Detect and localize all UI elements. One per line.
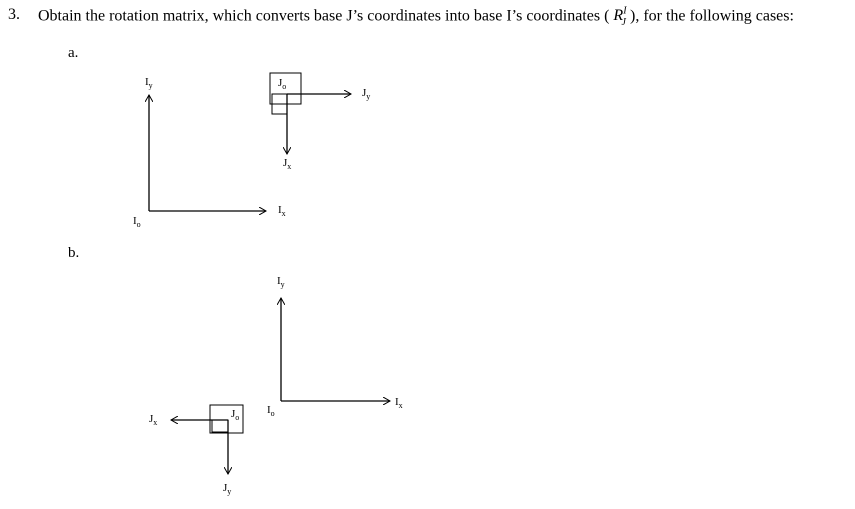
question-text-after: ), for the following cases: [629,7,794,25]
case-a-jo-label: $J_o$ [278,77,287,92]
case-a-io-label: $I_o$ [133,215,141,230]
case-b-iy-label: $I_y$ [277,275,285,290]
case-b-jy-label: $J_y$ [223,482,232,497]
case-a-jy-label: $J_y$ [362,87,371,102]
case-b-io-label: $I_o$ [267,404,275,419]
case-b-jo-label: $J_o$ [231,408,240,423]
question-text-before: Obtain the rotation matrix, which converts base J’s coordinates into base I’s coordinates ( [38,7,610,25]
symbol-sub: J [621,16,626,28]
case-b-jx-label: $J_x$ [149,413,158,428]
case-a-frame-i [149,95,266,211]
symbol-sup: I [623,6,627,17]
symbol-main: R [613,7,624,25]
case-a-label: a. [68,45,79,61]
question-number: 3. [8,6,20,23]
case-a-iy-label: $I_y$ [145,76,153,91]
case-b-ix-label: $I_x$ [395,396,403,411]
case-a-jx-label: $J_x$ [283,157,292,172]
case-b-frame-i [281,298,390,401]
case-b-origin-square [212,420,228,432]
case-b-label: b. [68,245,80,261]
case-a-ix-label: $I_x$ [278,204,286,219]
